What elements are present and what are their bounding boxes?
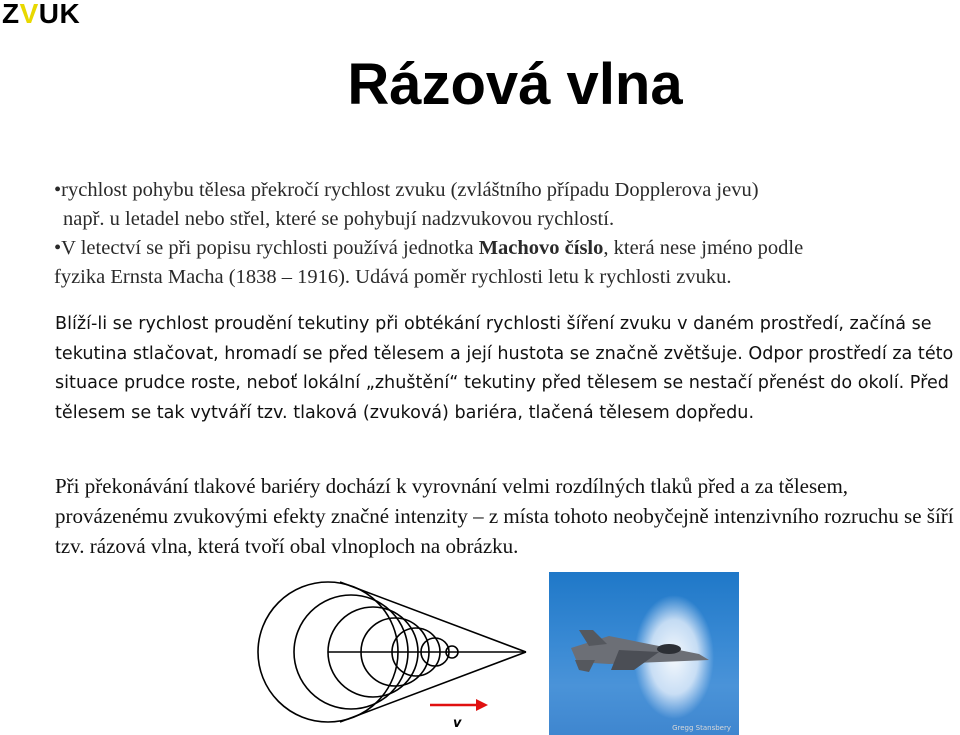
page-title: Rázová vlna <box>347 52 683 117</box>
bullet-1-line-1: •rychlost pohybu tělesa překročí rychlost zvuku (zvláštního případu Dopplerova jevu) <box>54 179 759 201</box>
bullet-2-line-2: fyzika Ernsta Macha (1838 – 1916). Udává poměr rychlosti letu k rychlosti zvuku. <box>54 266 732 288</box>
bullet-item-1 <box>54 176 954 234</box>
jet-illustration <box>549 572 739 735</box>
supersonic-jet-photo <box>549 572 739 735</box>
velocity-label: v <box>453 716 462 731</box>
paragraph-pressure-barrier: Blíží-li se rychlost proudění tekutiny při obtékání rychlosti šíření zvuku v daném prostředí, začíná se tekutina stlačovat, hromadí se před tělesem a její hustota se značně zvětšuje. Odpor prostředí za této situace prudce roste, neboť lokální „zhuštění“ tekutiny před tělesem se nestačí přenést do okolí. Před tělesem se tak vytváří tzv. tlaková (zvuková) bariéra, tlačená tělesem dopředu. <box>55 314 954 423</box>
paragraph-shock-wave: Při překonávání tlakové bariéry dochází k vyrovnání velmi rozdílných tlaků před a za tělesem, provázenému zvukovými efekty značné intenzity – z místa tohoto neobyčejně intenzivního rozruchu se šíří tzv. rázová vlna, která tvoří obal vlnoploch na obrázku. <box>55 474 954 558</box>
velocity-arrow <box>430 699 488 711</box>
bullet-list <box>54 176 954 292</box>
bullet-1-line-2: např. u letadel nebo střel, které se pohybují nadzvukovou rychlostí. <box>63 208 615 230</box>
photo-credit: Gregg Stansbery <box>672 724 731 732</box>
shock-wave-diagram <box>250 575 540 735</box>
brand-logo: ZVUK <box>2 0 81 29</box>
bullet-2-post: , která nese jméno podle <box>603 237 804 259</box>
bullet-2-pre: •V letectví se při popisu rychlosti používá jednotka <box>54 237 479 259</box>
bullet-2-bold: Machovo číslo <box>478 237 604 259</box>
mach-cone <box>328 582 526 722</box>
cone-edge <box>340 582 526 652</box>
cone-edge <box>340 652 526 722</box>
bullet-item-2 <box>54 234 954 292</box>
